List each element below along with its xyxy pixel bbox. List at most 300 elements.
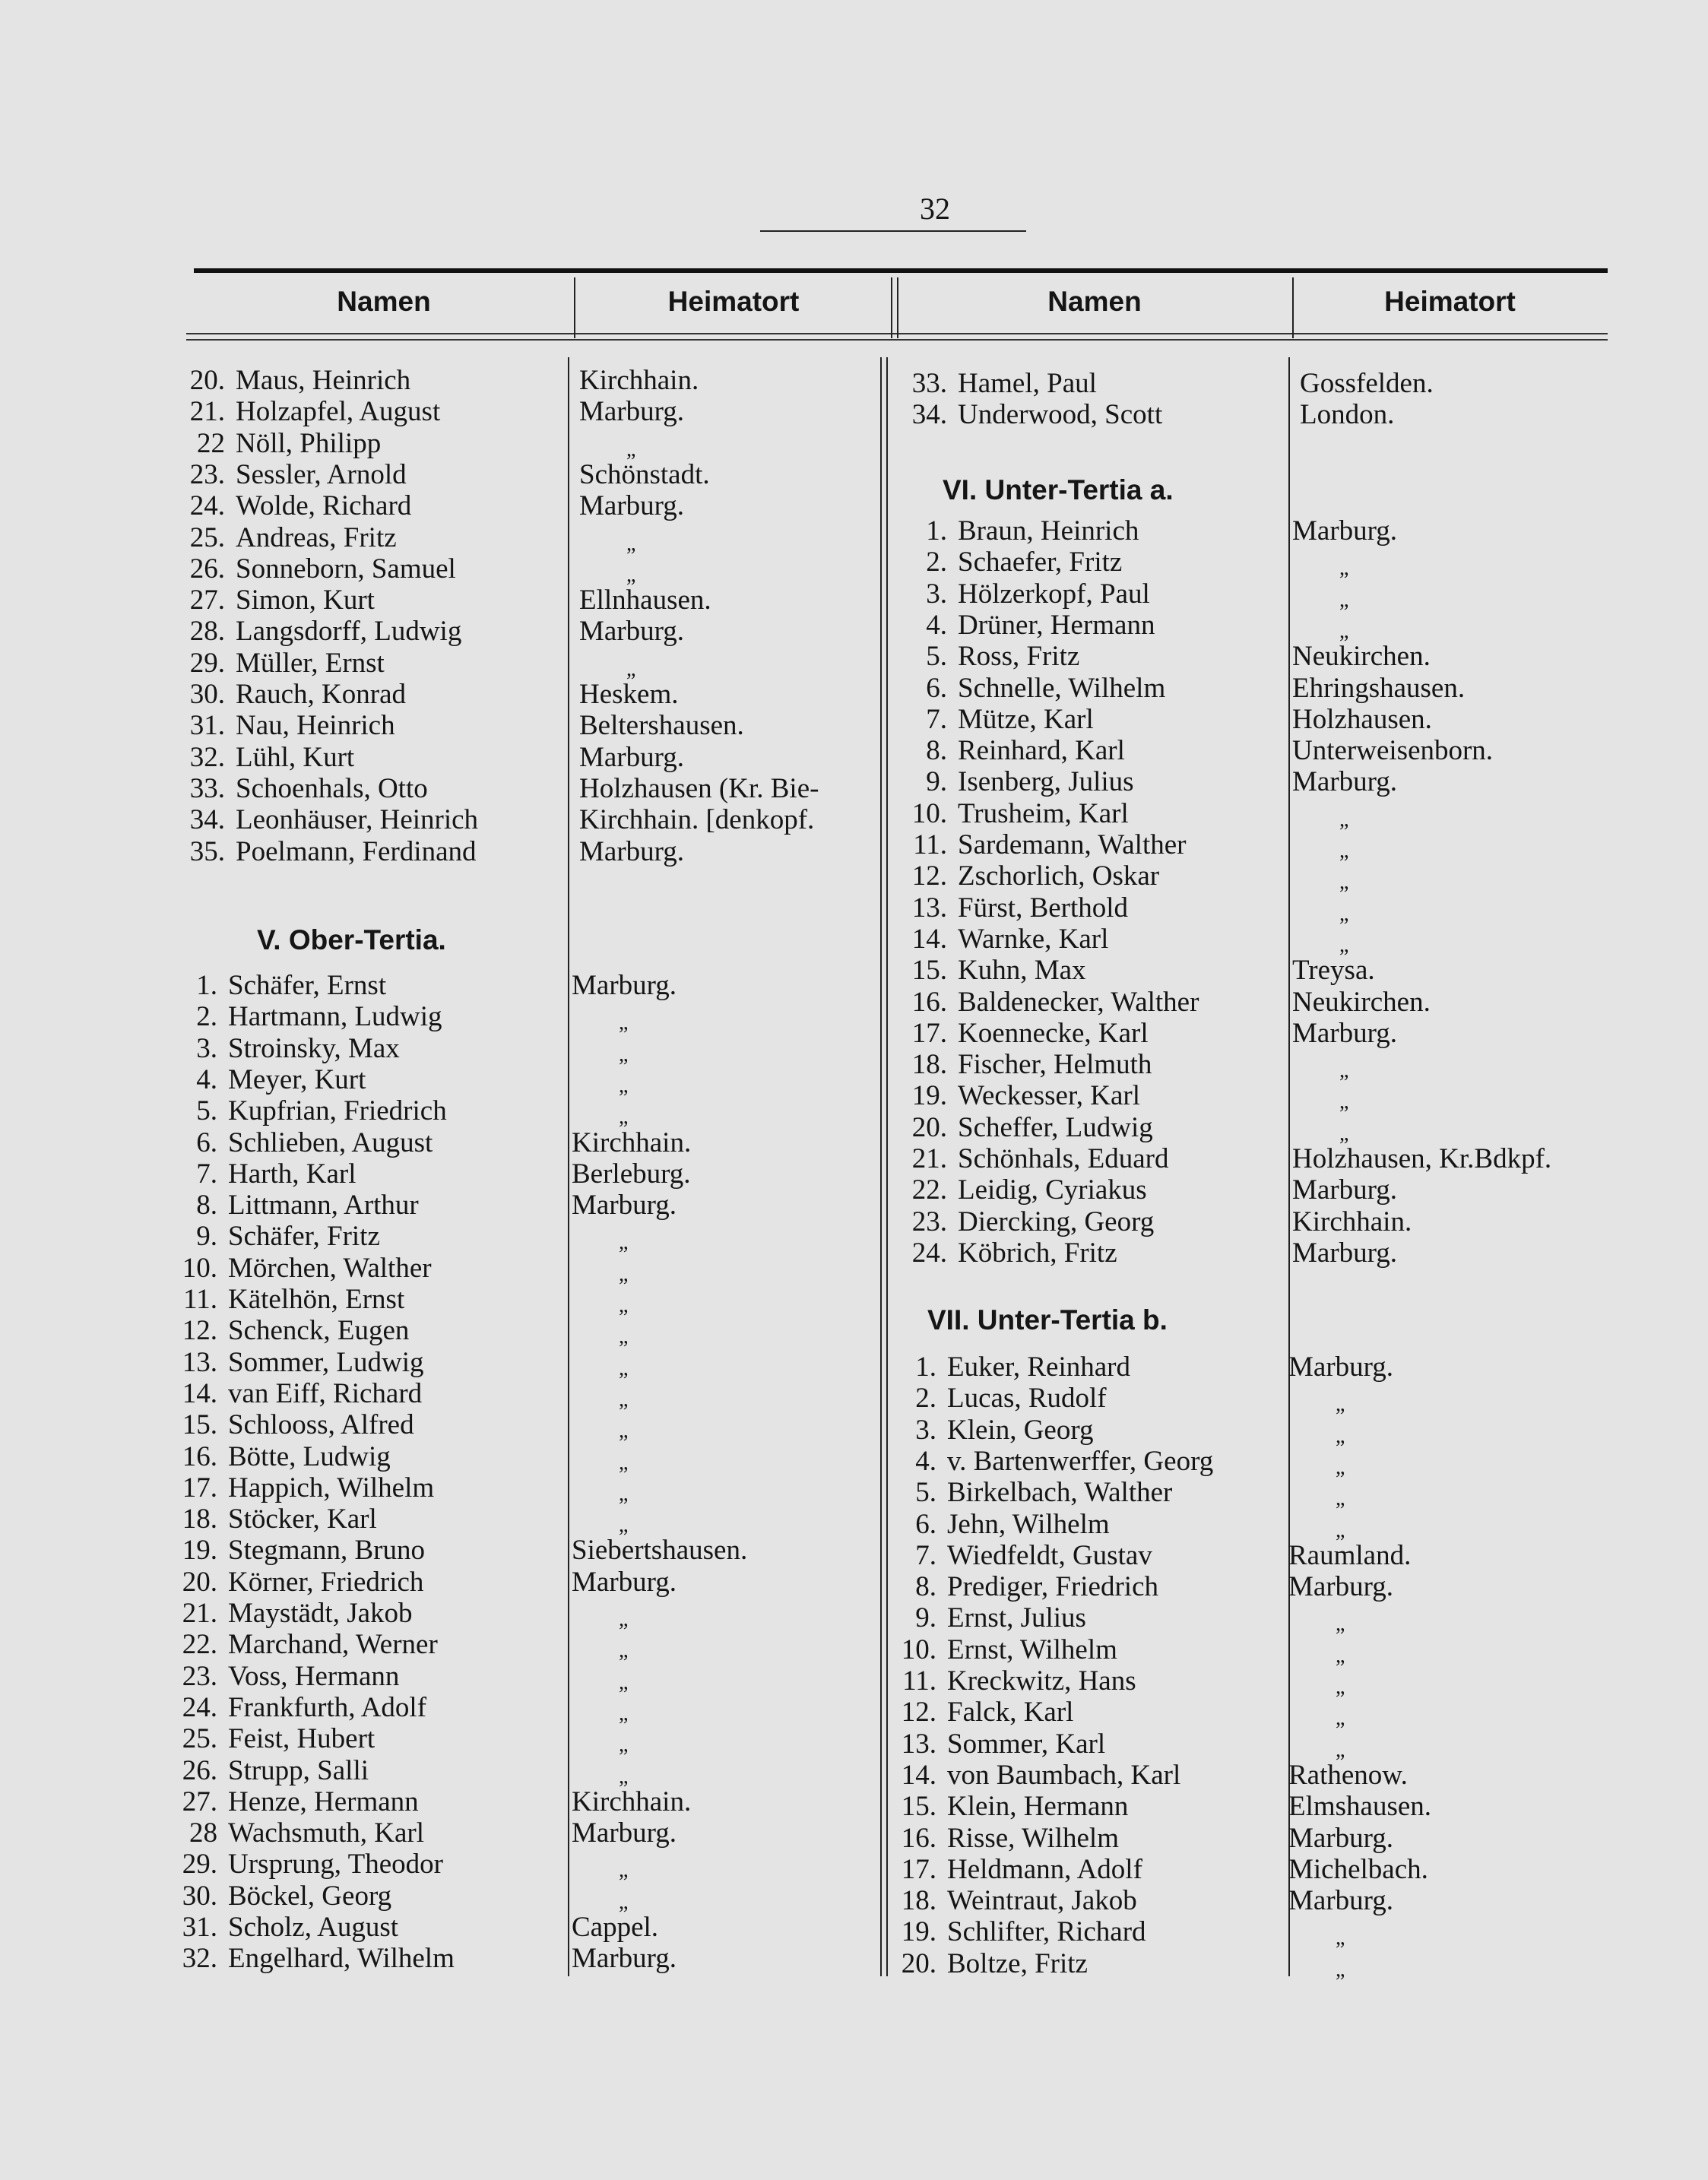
entry-number: 13.: [901, 1728, 936, 1760]
entry-number: 31.: [189, 710, 225, 742]
entry-number: 28.: [189, 616, 225, 648]
hometown-ditto: „: [619, 1450, 629, 1475]
list-item: [182, 396, 440, 427]
hometown: Marburg.: [1288, 1571, 1394, 1603]
list-item: [894, 1760, 1180, 1791]
list-item: [905, 987, 1199, 1018]
entry-number: 18.: [911, 1049, 947, 1081]
list-item: [182, 490, 411, 521]
entry-number: 24.: [911, 1237, 947, 1269]
entry-number: 6.: [196, 1126, 217, 1158]
student-name: Schnelle, Wilhelm: [958, 672, 1166, 704]
list-item: [175, 1786, 419, 1817]
hometown-ditto: „: [626, 531, 636, 556]
list-item: [905, 1018, 1149, 1049]
entry-number: 18.: [182, 1504, 217, 1535]
entry-number: 23.: [189, 458, 225, 490]
column-divider: [891, 277, 892, 338]
hometown: Michelbach.: [1288, 1853, 1428, 1885]
list-item: [894, 1602, 1086, 1633]
header-rule: [186, 339, 1608, 341]
entry-number: 9.: [915, 1602, 936, 1634]
hometown: Kirchhain.: [1292, 1206, 1412, 1237]
student-name: Maus, Heinrich: [236, 365, 411, 396]
entry-number: 15.: [182, 1409, 217, 1441]
hometown-ditto: „: [1336, 1926, 1345, 1950]
student-name: Birkelbach, Walther: [947, 1477, 1173, 1509]
hometown: Raumland.: [1288, 1539, 1412, 1571]
list-item: [894, 1916, 1146, 1947]
hometown: Holzhausen.: [1292, 703, 1432, 735]
entry-number: 20.: [911, 1111, 947, 1143]
student-name: Fürst, Berthold: [958, 892, 1129, 924]
list-item: [894, 1509, 1110, 1540]
entry-number: 15.: [911, 955, 947, 987]
header-home-left: Heimatort: [667, 286, 800, 317]
entry-number: 3.: [196, 1032, 217, 1064]
section-title: V. Ober-Tertia.: [257, 924, 446, 955]
hometown: Marburg.: [1288, 1351, 1394, 1383]
hometown-ditto: „: [1336, 1424, 1345, 1448]
list-item: [905, 798, 1129, 829]
list-item: [175, 970, 386, 1001]
hometown-ditto: „: [619, 1042, 629, 1066]
entry-number: 20.: [189, 365, 225, 396]
student-name: Schenck, Eugen: [228, 1315, 410, 1347]
hometown: Siebertshausen.: [572, 1535, 748, 1567]
student-name: Warnke, Karl: [958, 923, 1109, 955]
hometown-ditto: „: [1339, 1059, 1349, 1083]
student-name: Marchand, Werner: [228, 1629, 438, 1661]
student-name: Diercking, Georg: [958, 1206, 1155, 1237]
hometown: Schönstadt.: [579, 458, 710, 490]
hometown-ditto: „: [619, 1231, 629, 1255]
hometown: Marburg.: [572, 970, 677, 1001]
hometown-ditto: „: [619, 1481, 629, 1506]
hometown-ditto: „: [619, 1513, 629, 1538]
entry-number: 24.: [189, 490, 225, 522]
list-item: [905, 578, 1150, 610]
entry-number: 11.: [902, 1665, 936, 1697]
student-name: Schoenhals, Otto: [236, 772, 428, 804]
hometown-ditto: „: [619, 1387, 629, 1412]
student-name: Sonneborn, Samuel: [236, 553, 456, 585]
student-name: Euker, Reinhard: [947, 1351, 1130, 1383]
student-name: Körner, Friedrich: [228, 1566, 424, 1598]
student-name: Ernst, Wilhelm: [947, 1633, 1117, 1665]
student-name: Köbrich, Fritz: [958, 1237, 1117, 1269]
student-name: Wolde, Richard: [236, 490, 412, 522]
hometown-ditto: „: [619, 1639, 629, 1663]
entry-number: 1.: [926, 515, 947, 547]
hometown: Neukirchen.: [1292, 986, 1431, 1018]
hometown-ditto: „: [1339, 870, 1349, 895]
hometown-ditto: „: [1336, 1643, 1345, 1668]
entry-number: 24.: [182, 1691, 217, 1723]
entry-number: 25.: [182, 1723, 217, 1755]
entry-number: 12.: [901, 1697, 936, 1728]
entry-number: 35.: [189, 835, 225, 867]
list-item: [175, 1881, 391, 1912]
entry-number: 27.: [189, 585, 225, 616]
hometown: Marburg.: [572, 1817, 677, 1849]
entry-number: 27.: [182, 1786, 217, 1817]
list-item: [182, 459, 407, 490]
student-name: Nöll, Philipp: [236, 427, 382, 459]
entry-number: 14.: [911, 923, 947, 955]
hometown: Marburg.: [579, 616, 685, 648]
hometown: Marburg.: [1292, 1237, 1398, 1269]
hometown-ditto: „: [626, 562, 636, 587]
hometown: Marburg.: [1292, 1017, 1398, 1049]
list-item: [894, 1446, 1213, 1477]
student-name: Kätelhön, Ernst: [228, 1284, 405, 1315]
list-item: [905, 641, 1079, 672]
list-item: [905, 860, 1159, 892]
list-item: [175, 1253, 432, 1284]
student-name: Lühl, Kurt: [236, 741, 355, 773]
student-name: Ursprung, Theodor: [228, 1849, 443, 1881]
hometown-ditto: „: [619, 1858, 629, 1883]
list-item: [905, 1049, 1152, 1080]
list-item: [175, 1504, 377, 1535]
hometown-ditto: „: [1339, 807, 1349, 832]
entry-number: 19.: [182, 1535, 217, 1567]
hometown-ditto: „: [1336, 1738, 1345, 1762]
student-name: Drüner, Hermann: [958, 609, 1155, 641]
page-number-rule: [760, 230, 1026, 232]
entry-number: 6.: [915, 1508, 936, 1540]
hometown: Neukirchen.: [1292, 641, 1431, 673]
entry-number: 30.: [189, 679, 225, 710]
student-name: Jehn, Wilhelm: [947, 1508, 1110, 1540]
entry-number: 10.: [182, 1252, 217, 1284]
list-item: [182, 522, 397, 553]
hometown-ditto: „: [619, 1294, 629, 1317]
student-name: Sessler, Arnold: [236, 458, 407, 490]
hometown-ditto: „: [1339, 839, 1349, 863]
hometown-ditto: „: [619, 1262, 629, 1286]
list-item: [175, 1598, 413, 1629]
list-item: [175, 1817, 424, 1849]
list-item: [905, 735, 1125, 766]
list-item: [894, 1823, 1119, 1854]
hometown-ditto: „: [1339, 556, 1349, 581]
entry-number: 34.: [911, 399, 947, 431]
hometown: Kirchhain.: [572, 1126, 692, 1158]
list-item: [905, 515, 1139, 547]
student-name: Andreas, Fritz: [236, 521, 397, 553]
student-name: Schlooss, Alfred: [228, 1409, 414, 1441]
entry-number: 1.: [196, 970, 217, 1001]
entry-number: 32.: [182, 1943, 217, 1975]
student-name: Holzapfel, August: [236, 396, 441, 428]
hometown: Marburg.: [1292, 1174, 1398, 1206]
hometown-ditto: „: [1339, 933, 1349, 957]
student-name: Littmann, Arthur: [228, 1190, 419, 1221]
entry-number: 23.: [911, 1206, 947, 1237]
list-item: [182, 616, 461, 647]
entry-number: 16.: [901, 1822, 936, 1854]
student-name: Henze, Hermann: [228, 1786, 419, 1817]
student-name: Weintraut, Jakob: [947, 1885, 1137, 1917]
list-item: [175, 1441, 391, 1472]
list-item: [175, 1723, 375, 1754]
list-item: [894, 1948, 1088, 1979]
student-name: Underwood, Scott: [958, 399, 1163, 431]
student-name: Hamel, Paul: [958, 368, 1097, 399]
hometown: Marburg.: [1288, 1822, 1394, 1854]
list-item: [175, 1347, 424, 1378]
list-item: [894, 1540, 1152, 1571]
student-name: Schlieben, August: [228, 1126, 433, 1158]
list-item: [905, 892, 1128, 924]
student-name: Risse, Wilhelm: [947, 1822, 1119, 1854]
list-item: [175, 1190, 419, 1221]
entry-number: 3.: [926, 578, 947, 610]
hometown-ditto: „: [1336, 1612, 1345, 1637]
entry-number: 7.: [915, 1539, 936, 1571]
list-item: [175, 1535, 425, 1566]
student-name: Trusheim, Karl: [958, 797, 1129, 829]
list-item: [182, 836, 477, 867]
entry-number: 20.: [901, 1947, 936, 1979]
hometown-ditto: „: [1336, 1675, 1345, 1699]
list-item: [182, 804, 478, 835]
entry-number: 9.: [196, 1221, 217, 1253]
hometown-ditto: „: [1336, 1957, 1345, 1982]
student-name: Müller, Ernst: [236, 647, 385, 679]
hometown-ditto: „: [1339, 588, 1349, 612]
list-item: [905, 1206, 1154, 1237]
hometown: Elmshausen.: [1288, 1791, 1432, 1823]
section-title: VI. Unter-Tertia a.: [943, 474, 1174, 505]
entry-number: 2.: [926, 547, 947, 578]
list-item: [175, 1409, 414, 1440]
entry-number: 15.: [901, 1791, 936, 1823]
list-item: [905, 1237, 1117, 1269]
list-item: [175, 1033, 400, 1064]
list-item: [182, 365, 410, 396]
student-name: Wachsmuth, Karl: [228, 1817, 425, 1849]
entry-number: 33.: [189, 772, 225, 804]
entry-number: 34.: [189, 804, 225, 836]
list-item: [182, 553, 456, 585]
student-name: v. Bartenwerffer, Georg: [947, 1445, 1214, 1477]
entry-number: 8.: [926, 735, 947, 767]
student-name: Weckesser, Karl: [958, 1080, 1141, 1112]
hometown: Marburg.: [579, 396, 685, 428]
section-title: VII. Unter-Tertia b.: [927, 1304, 1168, 1336]
list-item: [182, 710, 395, 741]
list-item: [182, 648, 385, 679]
list-item: [894, 1571, 1158, 1602]
student-name: Falck, Karl: [947, 1697, 1074, 1728]
hometown: Kirchhain.: [572, 1786, 692, 1817]
entry-number: 22.: [911, 1174, 947, 1206]
student-name: Reinhard, Karl: [958, 735, 1125, 767]
hometown: Marburg.: [1288, 1885, 1394, 1917]
hometown-ditto: „: [1336, 1706, 1345, 1731]
student-name: Ross, Fritz: [958, 641, 1080, 673]
hometown-ditto: „: [1336, 1455, 1345, 1479]
student-name: Kupfrian, Friedrich: [228, 1095, 447, 1127]
list-item: [894, 1791, 1128, 1822]
hometown: Kirchhain.: [579, 365, 699, 396]
entry-number: 2.: [196, 1001, 217, 1033]
list-item: [894, 1383, 1107, 1414]
list-item: [175, 1849, 443, 1880]
list-item: [175, 1221, 380, 1252]
list-item: [894, 1415, 1094, 1446]
student-name: Mütze, Karl: [958, 703, 1094, 735]
column-divider: [1292, 277, 1294, 338]
entry-number: 11.: [183, 1284, 217, 1315]
entry-number: 13.: [911, 892, 947, 924]
student-name: Sardemann, Walther: [958, 829, 1187, 860]
column-divider: [568, 357, 569, 1976]
list-item: [905, 924, 1108, 955]
hometown: Ellnhausen.: [579, 585, 711, 616]
student-name: Scholz, August: [228, 1912, 399, 1943]
list-item: [175, 1001, 442, 1032]
list-item: [905, 955, 1086, 986]
student-name: Meyer, Kurt: [228, 1063, 366, 1095]
list-item: [894, 1351, 1130, 1383]
hometown: Kirchhain. [denkopf.: [579, 804, 815, 836]
list-item: [182, 773, 428, 804]
student-name: Feist, Hubert: [228, 1723, 376, 1755]
list-item: [905, 547, 1122, 578]
entry-number: 1.: [915, 1351, 936, 1383]
student-name: van Eiff, Richard: [228, 1377, 423, 1409]
list-item: [175, 1158, 356, 1190]
list-item: [175, 1943, 455, 1974]
list-item: [894, 1885, 1137, 1916]
list-item: [905, 704, 1094, 735]
hometown: Marburg.: [579, 835, 685, 867]
hometown: Gossfelden.: [1300, 368, 1434, 399]
list-item: [182, 585, 375, 616]
hometown: Marburg.: [572, 1566, 677, 1598]
hometown: Marburg.: [579, 741, 685, 773]
entry-number: 10.: [911, 797, 947, 829]
student-name: Fischer, Helmuth: [958, 1049, 1152, 1081]
entry-number: 3.: [915, 1414, 936, 1446]
entry-number: 17.: [911, 1017, 947, 1049]
student-name: Böckel, Georg: [228, 1880, 392, 1912]
entry-number: 26.: [189, 553, 225, 585]
hometown: Cappel.: [572, 1912, 659, 1943]
student-name: Klein, Hermann: [947, 1791, 1129, 1823]
student-name: Simon, Kurt: [236, 585, 375, 616]
list-item: [175, 1064, 366, 1095]
student-name: Heldmann, Adolf: [947, 1853, 1142, 1885]
student-name: Isenberg, Julius: [958, 766, 1134, 798]
list-item: [182, 742, 354, 773]
entry-number: 16.: [182, 1440, 217, 1472]
student-name: Braun, Heinrich: [958, 515, 1139, 547]
list-item: [905, 766, 1134, 797]
entry-number: 17.: [182, 1472, 217, 1504]
hometown: Rathenow.: [1288, 1759, 1408, 1791]
hometown-ditto: „: [619, 1764, 629, 1789]
column-divider: [886, 357, 888, 1976]
list-item: [175, 1095, 447, 1126]
hometown: Marburg.: [1292, 515, 1398, 547]
hometown-ditto: „: [619, 1733, 629, 1757]
hometown: Marburg.: [572, 1943, 677, 1975]
list-item: [894, 1728, 1105, 1760]
list-item: [175, 1315, 409, 1346]
hometown-ditto: „: [619, 1105, 629, 1130]
hometown-ditto: „: [1339, 619, 1349, 643]
student-name: Schäfer, Fritz: [228, 1221, 380, 1253]
hometown-ditto: „: [1339, 901, 1349, 926]
list-item: [905, 829, 1186, 860]
entry-number: 13.: [182, 1346, 217, 1378]
hometown: Berleburg.: [572, 1158, 691, 1190]
student-name: Schlifter, Richard: [947, 1916, 1146, 1948]
student-name: Koennecke, Karl: [958, 1017, 1149, 1049]
student-name: Strupp, Salli: [228, 1754, 369, 1786]
entry-number: 30.: [182, 1880, 217, 1912]
student-name: Schaefer, Fritz: [958, 547, 1123, 578]
hometown-ditto: „: [626, 657, 636, 681]
entry-number: 31.: [182, 1912, 217, 1943]
hometown-ditto: „: [1339, 1090, 1349, 1114]
list-item: [905, 1112, 1153, 1143]
list-item: [905, 1174, 1147, 1206]
table-top-rule: [194, 268, 1608, 273]
entry-number: 4.: [926, 609, 947, 641]
student-name: Scheffer, Ludwig: [958, 1111, 1153, 1143]
student-name: Klein, Georg: [947, 1414, 1094, 1446]
student-name: Schäfer, Ernst: [228, 970, 387, 1001]
list-item: [175, 1755, 369, 1786]
list-item: [905, 610, 1155, 641]
entry-number: 5.: [196, 1095, 217, 1127]
entry-number: 10.: [901, 1633, 936, 1665]
student-name: Maystädt, Jakob: [228, 1598, 413, 1629]
student-name: Prediger, Friedrich: [947, 1571, 1158, 1603]
student-name: Voss, Hermann: [228, 1660, 400, 1692]
header-names-left: Namen: [337, 286, 431, 317]
student-name: Boltze, Fritz: [947, 1947, 1088, 1979]
entry-number: 33.: [911, 368, 947, 399]
hometown-ditto: „: [1336, 1518, 1345, 1542]
hometown-ditto: „: [619, 1011, 629, 1035]
entry-number: 20.: [182, 1566, 217, 1598]
entry-number: 19.: [901, 1916, 936, 1948]
column-divider: [897, 277, 898, 338]
student-name: Langsdorff, Ludwig: [236, 616, 462, 648]
hometown: Heskem.: [579, 679, 679, 710]
list-item: [175, 1567, 423, 1598]
entry-number: 8.: [915, 1571, 936, 1603]
entry-number: 32.: [189, 741, 225, 773]
entry-number: 8.: [196, 1190, 217, 1221]
hometown: Treysa.: [1292, 955, 1375, 987]
entry-number: 16.: [911, 986, 947, 1018]
entry-number: 17.: [901, 1853, 936, 1885]
student-name: Stegmann, Bruno: [228, 1535, 425, 1567]
list-item: [905, 1143, 1168, 1174]
list-item: [894, 1477, 1172, 1508]
student-name: Bötte, Ludwig: [228, 1440, 391, 1472]
entry-number: 5.: [926, 641, 947, 673]
list-item: [175, 1472, 434, 1504]
